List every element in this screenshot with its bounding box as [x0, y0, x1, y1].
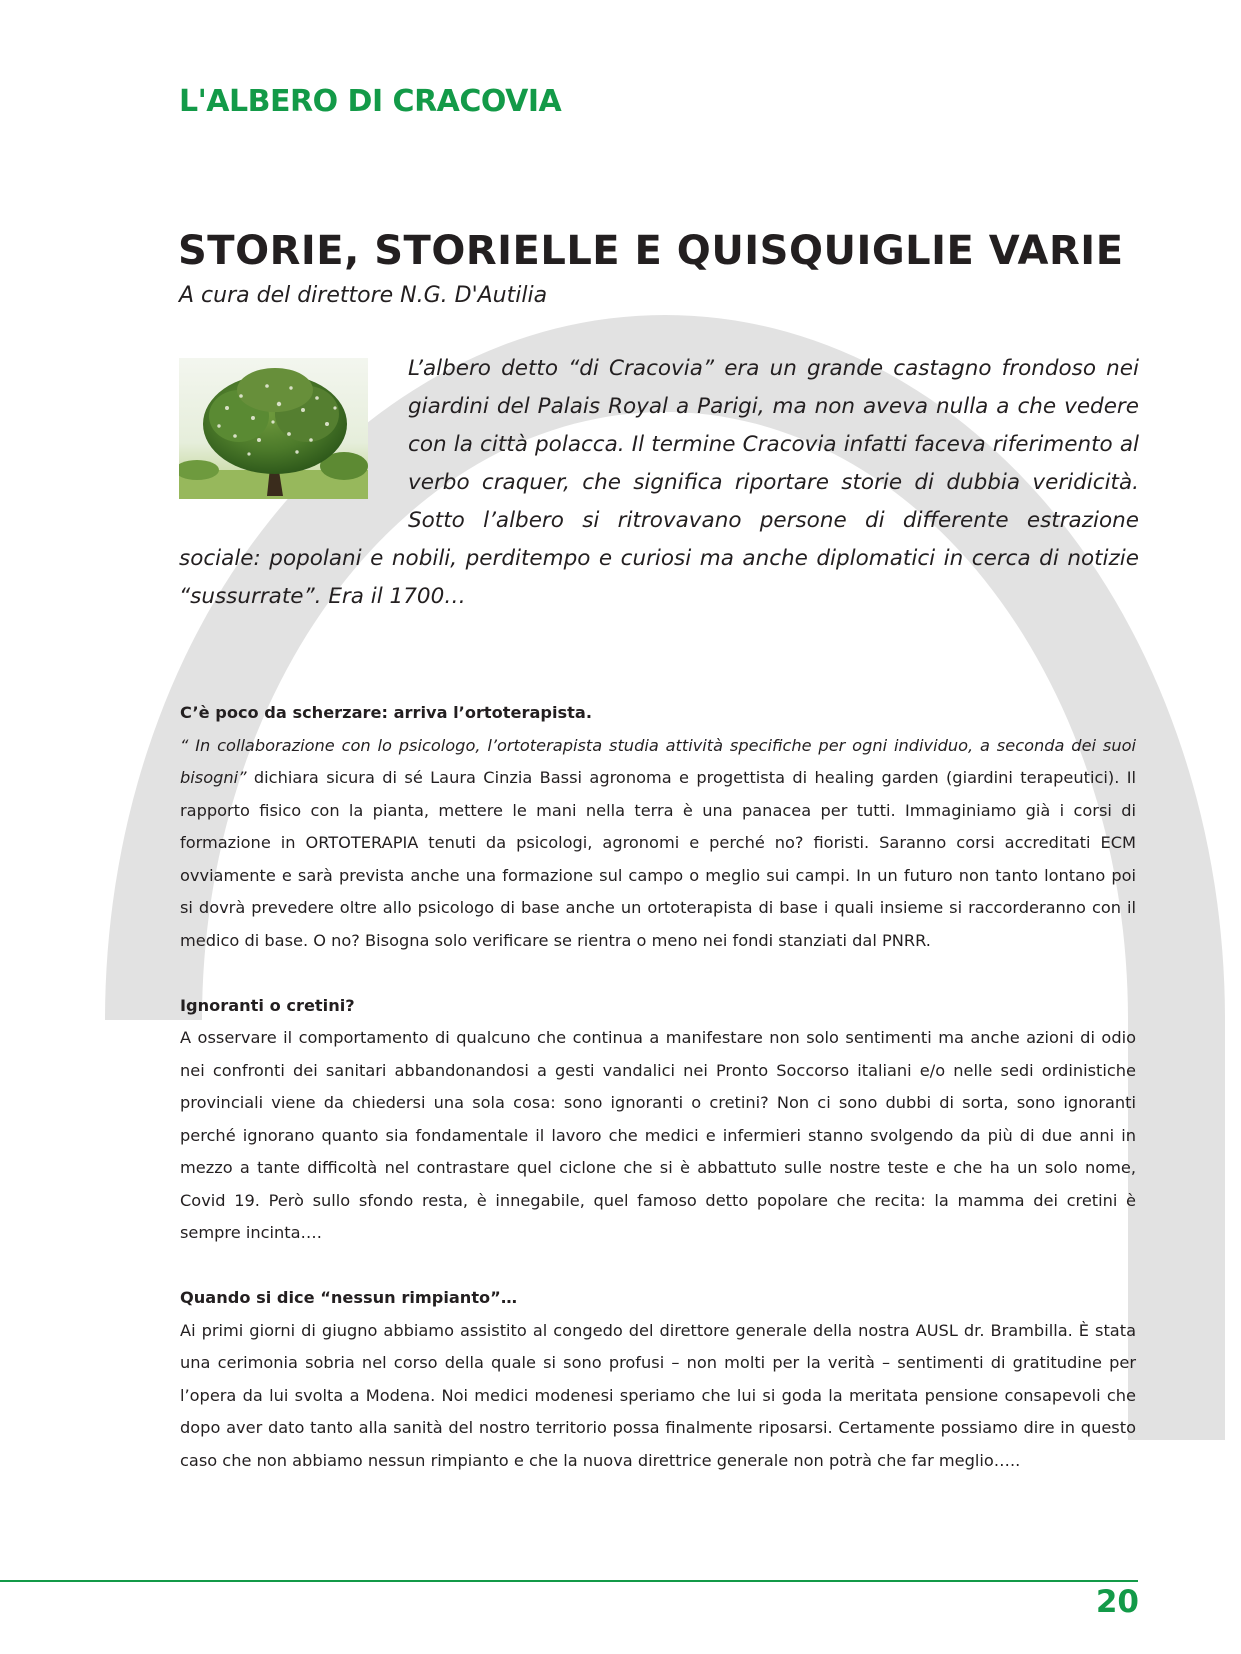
section-ignoranti-cretini	[180, 990, 1136, 1250]
section-quote: “ In collaborazione con lo psicologo, l’ortoterapista studia attività specifiche per ogni individuo, a seconda dei suoi bisogni”	[180, 735, 1136, 787]
chestnut-tree-photo-icon	[179, 358, 368, 499]
intro-text: L’albero detto “di Cracovia” era un grande castagno frondoso nei giardini del Palais Royal a Parigi, ma non aveva nulla a che vedere con la città polacca. Il termine Cracovia infatti faceva riferimento al verbo craquer, che significa riportare storie di dubbia veridicità. Sotto l’albero si ritrovavano persone di differente estrazione sociale: popolani e nobili, perditempo e curiosi ma anche diplomatici in cerca di notizie “sussurrate”. Era il 1700…	[179, 356, 1139, 609]
intro-paragraph	[179, 350, 1139, 616]
section-body-text: Ai primi giorni di giugno abbiamo assistito al congedo del direttore generale della nostra AUSL dr. Brambilla. È stata una cerimonia sobria nel corso della quale si sono profusi – non molti per la verità – sentimenti di gratitudine per l’opera da lui svolta a Modena. Noi medici modenesi speriamo che lui si goda la meritata pensione consapevoli che dopo aver dato tanto alla sanità del nostro territorio possa finalmente riposarsi. Certamente possiamo dire in questo caso che non abbiamo nessun rimpianto e che la nuova direttrice generale non potrà che far meglio…..	[180, 1320, 1136, 1470]
section-title: Quando si dice “nessun rimpianto”…	[180, 1288, 518, 1307]
section-body	[180, 730, 1136, 958]
page-number: 20	[1095, 1584, 1139, 1620]
section-body-text: dichiara sicura di sé Laura Cinzia Bassi agronoma e progettista di healing garden (giardini terapeutici). Il rapporto fisico con la pianta, mettere le mani nella terra è una panacea per tutti. Immaginiamo già i corsi di formazione in ORTOTERAPIA tenuti da psicologi, agronomi e perché no? fioristi. Saranno corsi accreditati ECM ovviamente e sarà prevista anche una formazione sul campo o meglio sui campi. In un futuro non tanto lontano poi si dovrà prevedere oltre allo psicologo di base anche un ortoterapista di base i quali insieme si raccorderanno con il medico di base. O no? Bisogna solo verificare se rientra o meno nei fondi stanziati dal PNRR.	[180, 768, 1136, 950]
footer-divider	[0, 1580, 1138, 1582]
section-body-text: A osservare il comportamento di qualcuno che continua a manifestare non solo sentimenti ma anche azioni di odio nei confronti dei sanitari abbandonandosi a gesti vandalici nei Pronto Soccorso italiani e/o nelle sedi ordinistiche provinciali viene da chiedersi una sola cosa: sono ignoranti o cretini? Non ci sono dubbi di sorta, sono ignoranti perché ignorano quanto sia fondamentale il lavoro che medici e infermieri stanno svolgendo da più di due anni in mezzo a tante difficoltà nel contrastare quel ciclone che si è abbattuto sulle nostre teste e che ha un solo nome, Covid 19. Però sullo sfondo resta, è innegabile, quel famoso detto popolare che recita: la mamma dei cretini è sempre incinta….	[180, 1028, 1136, 1242]
article-byline: A cura del direttore N.G. D'Autilia	[179, 283, 548, 308]
section-title: C’è poco da scherzare: arriva l’ortoterapista.	[180, 703, 592, 722]
section-ortoterapista	[180, 697, 1136, 957]
section-nessun-rimpianto	[180, 1282, 1136, 1477]
article-sections	[180, 697, 1136, 1510]
section-header: L'ALBERO DI CRACOVIA	[179, 84, 562, 119]
section-title: Ignoranti o cretini?	[180, 995, 355, 1015]
article-headline: STORIE, STORIELLE E QUISQUIGLIE VARIE	[178, 228, 1124, 274]
